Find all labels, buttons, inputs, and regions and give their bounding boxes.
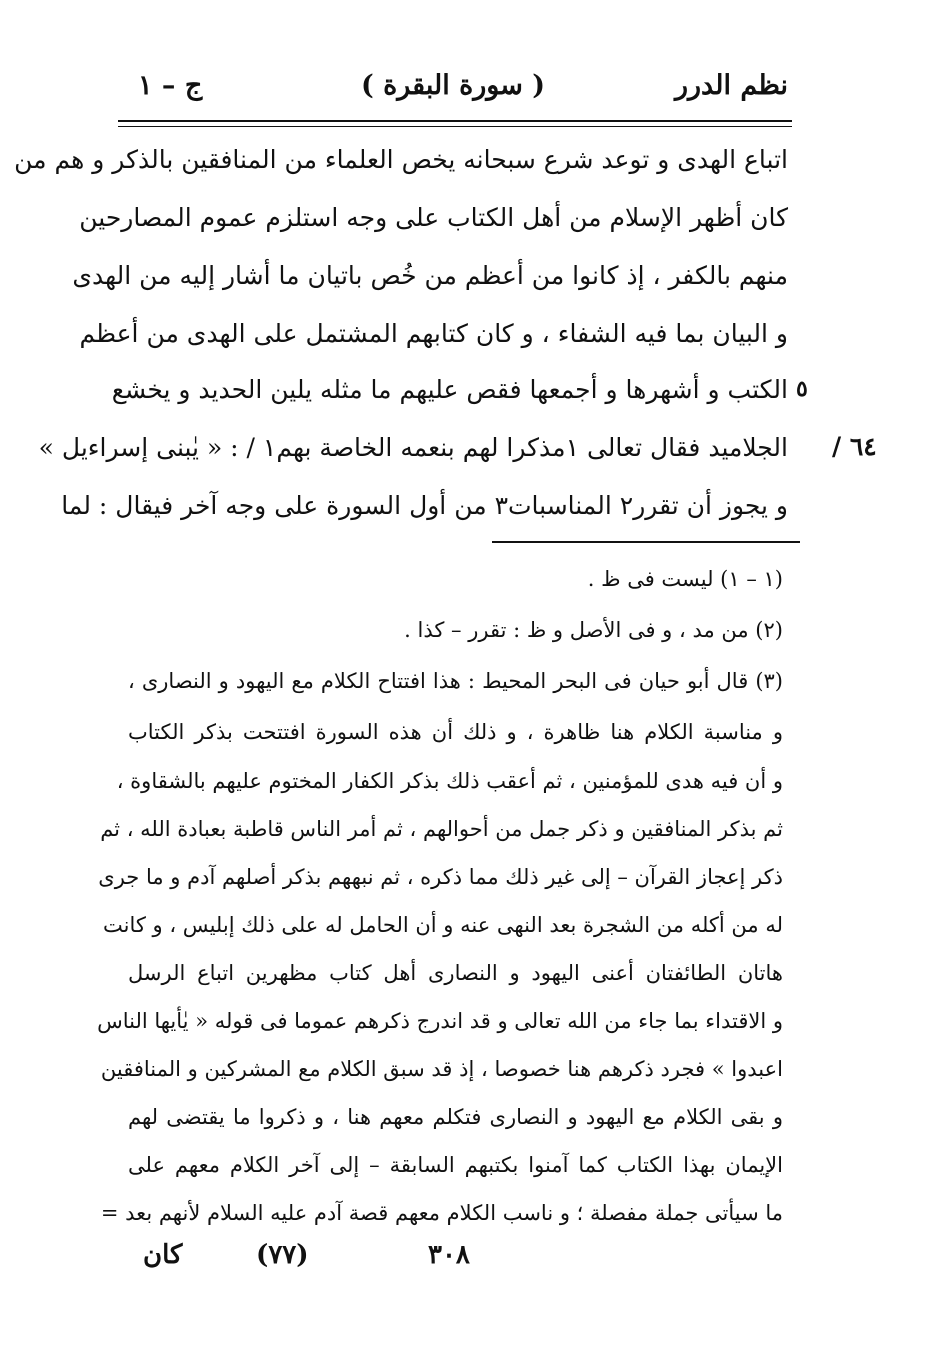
footnote-line: ذكر إعجاز القرآن – إلى غير ذلك مما ذكره ، ثم نبههم بذكر أصلهم آدم و ما جرى <box>98 865 783 889</box>
surah-title: ( سورة البقرة ) <box>360 70 546 101</box>
footnote-line: ثم بذكر المنافقين و ذكر جمل من أحوالهم ، ثم أمر الناس قاطبة بعبادة الله ، ثم <box>100 817 783 841</box>
main-text-line: الكتب و أشهرها و أجمعها فقص عليهم ما مثله يلين الحديد و يخشع <box>111 375 788 404</box>
footnote-rule <box>492 541 800 543</box>
margin-reference: ٦٤ / <box>832 432 877 461</box>
footnote-line: و بقى الكلام مع اليهود و النصارى فتكلم معهم هنا ، و ذكروا ما يقتضى لهم <box>128 1105 783 1129</box>
volume-number: (٧٧) <box>256 1240 309 1270</box>
footnote-line: (١ – ١) ليست فى ظ . <box>587 567 783 591</box>
footnote-line: اعبدوا » فجرد ذكرهم هنا خصوصا ، إذ قد سبق الكلام مع المشركين و المنافقين <box>100 1057 783 1081</box>
book-title: نظم الدرر <box>674 70 788 101</box>
footnote-line: و الاقتداء بما جاء من الله تعالى و قد اندرج ذكرهم عموما فى قوله « يٰأيها الناس <box>97 1009 783 1033</box>
catchword: كان <box>143 1240 183 1270</box>
footnote-line: هاتان الطائفتان أعنى اليهود و النصارى أهل كتاب مظهرين اتباع الرسل <box>128 961 783 985</box>
main-text-line: اتباع الهدى و توعد شرع سبحانه يخص العلماء من المنافقين بالذكر و هم من <box>14 145 788 174</box>
line-number: ٥ <box>796 376 808 402</box>
header-rule-thin <box>118 126 792 127</box>
footnote-line: ما سيأتى جملة مفصلة ؛ و ناسب الكلام معهم قصة آدم عليه السلام لأنهم بعد = <box>100 1201 783 1225</box>
footnote-line: (٢) من مد ، و فى الأصل و ظ : تقرر – كذا . <box>404 618 783 642</box>
volume-label: ج – ١ <box>138 70 203 101</box>
page-number: ٣٠٨ <box>428 1240 470 1270</box>
header-rule <box>118 120 792 122</box>
main-text-line: الجلاميد فقال تعالى ١مذكرا لهم بنعمه الخاصة بهم١ / : « يٰبنى إسراءيل » <box>38 433 788 462</box>
main-text-line: كان أظهر الإسلام من أهل الكتاب على وجه استلزم عموم المصارحين <box>79 203 788 232</box>
footnote-line: و مناسبة الكلام هنا ظاهرة ، و ذلك أن هذه السورة افتتحت بذكر الكتاب <box>128 720 783 744</box>
footnote-line: (٣) قال أبو حيان فى البحر المحيط : هذا افتتاح الكلام مع اليهود و النصارى ، <box>128 669 783 693</box>
main-text-line: و البيان بما فيه الشفاء ، و كان كتابهم المشتمل على الهدى من أعظم <box>79 319 788 348</box>
footnote-line: الإيمان بهذا الكتاب كما آمنوا بكتبهم السابقة – إلى آخر الكلام معهم على <box>128 1153 783 1177</box>
main-text-line: منهم بالكفر ، إذ كانوا من أعظم من خُص باتيان ما أشار إليه من الهدى <box>72 261 788 290</box>
main-text-line: و يجوز أن تقرر٢ المناسبات٣ من أول السورة على وجه آخر فيقال : لما <box>61 491 788 520</box>
running-header <box>118 70 788 120</box>
footnote-line: له من أكله من الشجرة بعد النهى عنه و أن الحامل له على ذلك إبليس ، و كانت <box>103 913 783 937</box>
footnote-line: و أن فيه هدى للمؤمنين ، ثم أعقب ذلك بذكر الكفار المختوم عليهم بالشقاوة ، <box>116 769 783 793</box>
